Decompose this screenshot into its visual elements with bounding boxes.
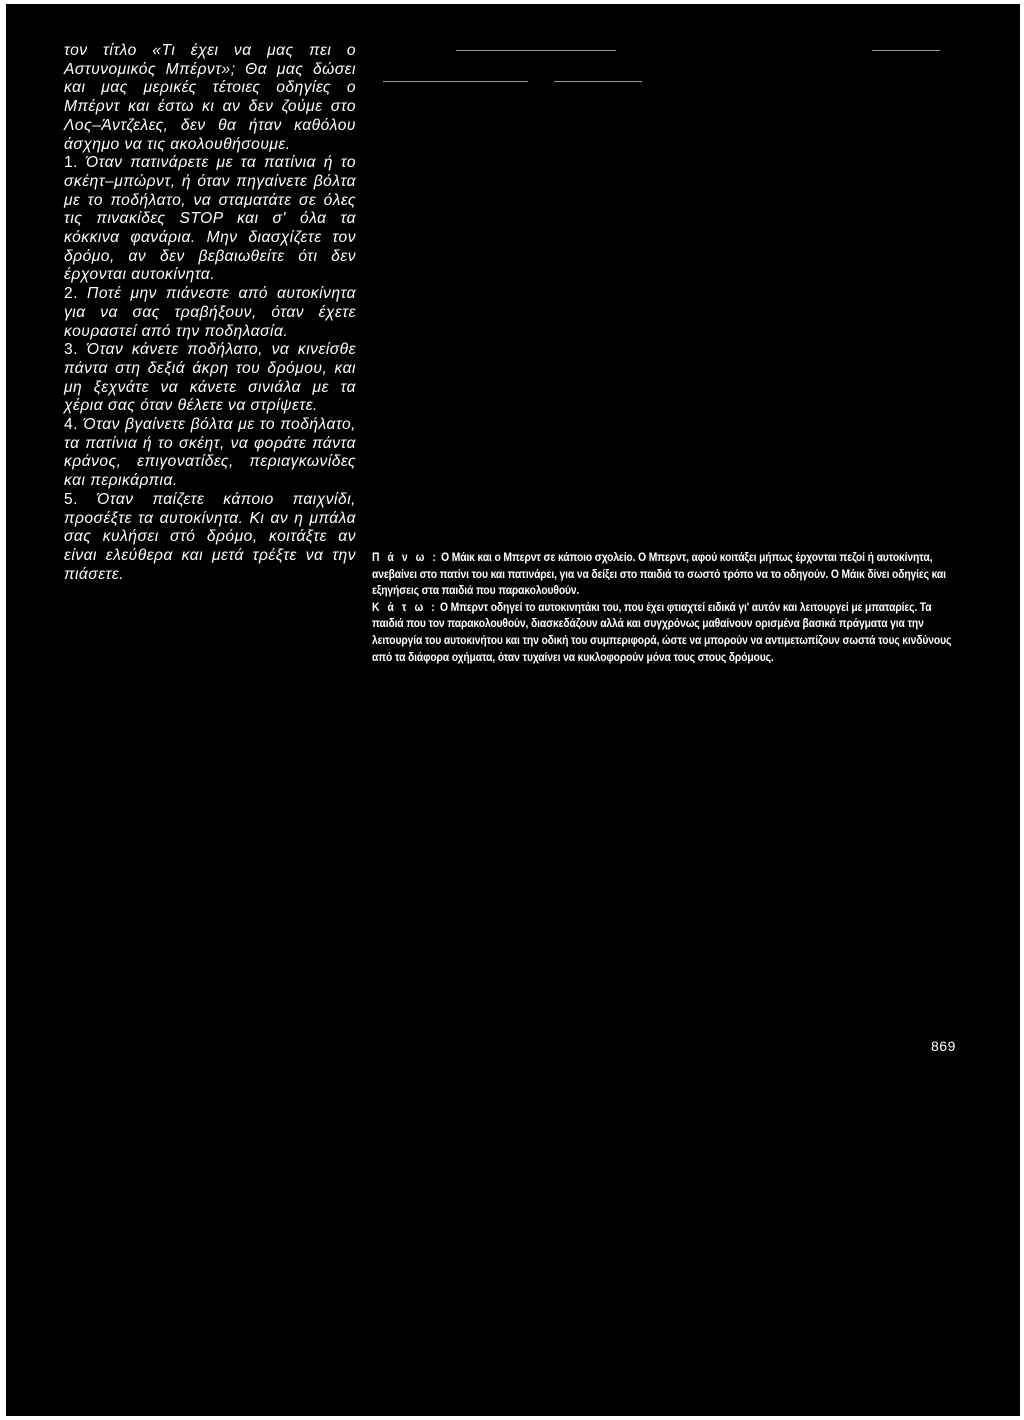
list-item: 1. Όταν πατινάρετε με τα πατίνια ή το σκέητ–μπώρντ, ή όταν πηγαίνετε βόλτα με το ποδήλατο, να σταματάτε σε όλες τις πινακίδες STOP και σ' όλα τα κόκκινα φανάρια. Μην διασχίζετε τον δρόμο, αν δεν βεβαιωθείτε ότι δεν έρχονται αυτοκίνητα. [64, 154, 356, 284]
caption-bottom-label: Κ ά τ ω : [372, 599, 438, 614]
page-number: 869 [931, 1038, 956, 1054]
list-item: 2. Ποτέ μην πιάνεστε από αυτοκίνητα για να σας τραβήξουν, όταν έχετε κουραστεί από την ποδηλασία. [64, 285, 356, 340]
caption-bottom-text: Ο Μπερντ οδηγεί το αυτοκινητάκι του, που έχει φτιαχτεί ειδικά γι' αυτόν και λειτουργεί με μπαταρίες. Τα παιδιά που τον παρακολουθούν, διασκεδάζουν αλλά και συγχρόνως μαθαίνουν ορισμένα βασικά πράγματα για την λειτουργία του αυτοκινήτου και την οδική του συμπεριφορά, ώστε να μπορούν να αντιμετωπίζουν σωστά τους κινδύνους από τα διάφορα οχήματα, όταν τυχαίνει να κυκλοφορούν μόνα τους στους δρόμους. [372, 599, 952, 664]
list-item: 3. Όταν κάνετε ποδήλατο, να κινείσθε πάντα στη δεξιά άκρη του δρόμου, και μη ξεχνάτε να κάνετε σινιάλα με τα χέρια σας όταν θέλετε να στρίψετε. [64, 341, 356, 415]
list-item: 5. Όταν παίζετε κάποιο παιχνίδι, προσέξτε τα αυτοκίνητα. Κι αν η μπάλα σας κυλήσει στό δρόμο, κοιτάξτε αν είναι ελεύθερα και μετά τρέξτε να την πιάσετε. [64, 490, 356, 583]
list-item: 4. Όταν βγαίνετε βόλτα με το ποδήλατο, τα πατίνια ή το σκέητ, να φοράτε πάντα κράνος, επιγονατίδες, περιαγκωνίδες και περικάρπια. [64, 416, 356, 490]
photo-edge-rule [554, 81, 642, 82]
photo-edge-rule [456, 50, 616, 51]
caption-top-label: Π ά ν ω : [372, 550, 439, 564]
photo-caption [372, 549, 962, 665]
caption-top [372, 549, 962, 599]
article-column [64, 42, 356, 584]
photo-edge-rule [383, 81, 528, 82]
photo-edge-rule [872, 50, 940, 51]
page [6, 4, 1020, 1416]
caption-top-text: Ο Μάικ και ο Μπερντ σε κάποιο σχολείο. Ο Μπερντ, αφού κοιτάξει μήπως έρχονται πεζοί ή αυτοκίνητα, ανεβαίνει στο πατίνι του και πατινάρει, για να δείξει στο παιδιά το σωστό τρόπο να το οδηγούν. Ο Μάικ δίνει οδηγίες και εξηγήσεις στα παιδιά που παρακολουθούν. [372, 550, 946, 598]
article-intro: τον τίτλο «Τι έχει να μας πει ο Αστυνομικός Μπέρντ»; Θα μας δώσει και μας μερικές τέτοιες οδηγίες ο Μπέρντ και έστω κι αν δεν ζούμε στο Λος–Άντζελες, δεν θα ήταν καθόλου άσχημο να τις ακολουθήσουμε. [64, 42, 356, 153]
caption-bottom [372, 599, 962, 665]
